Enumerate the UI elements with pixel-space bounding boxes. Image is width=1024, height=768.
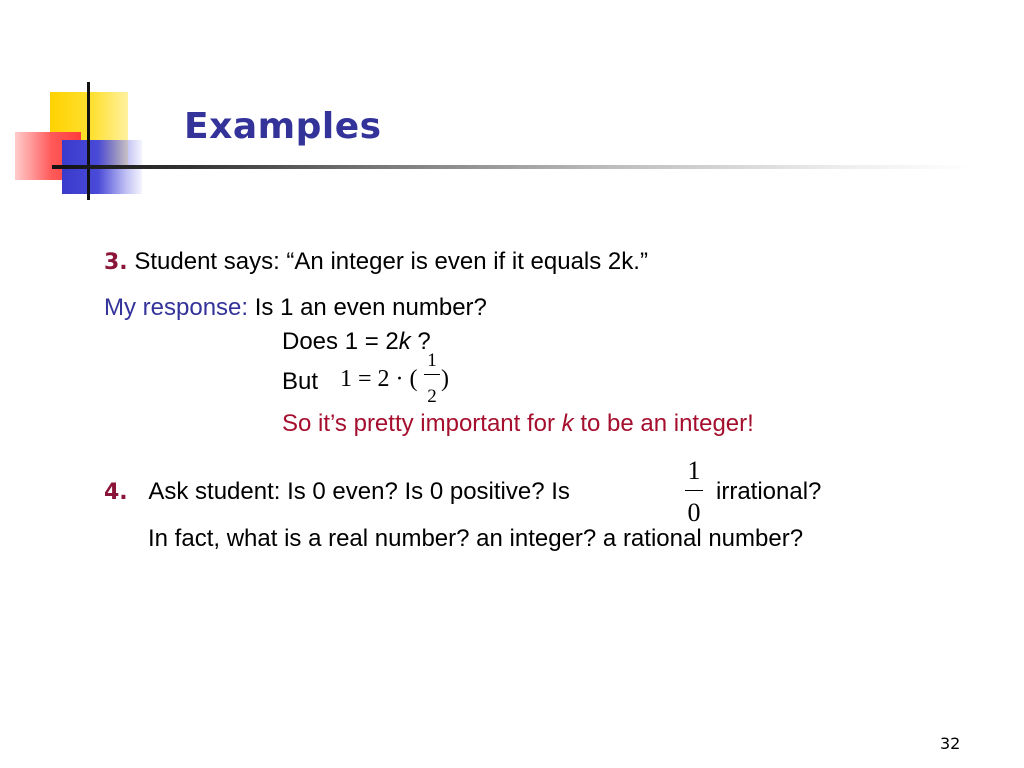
slide-title: Examples: [184, 106, 382, 147]
equation-denominator: 2: [427, 386, 437, 407]
irrational-text: irrational?: [716, 478, 822, 505]
conclusion-prefix: So it’s pretty important for: [282, 410, 562, 437]
fraction-numerator: 1: [687, 456, 701, 485]
item-3-text: Student says: “An integer is even if it equals 2k.”: [134, 248, 648, 275]
equation-fraction-bar: [424, 374, 440, 375]
conclusion-line: [282, 410, 754, 438]
fraction-bar: [685, 490, 703, 491]
item-4-line: [104, 478, 570, 506]
fraction-denominator: 0: [687, 498, 701, 527]
item-4-text: Ask student: Is 0 even? Is 0 positive? Is: [148, 478, 570, 505]
response-line: [104, 294, 487, 322]
item-4-number: 4.: [104, 480, 128, 505]
does-prefix: Does 1 = 2: [282, 328, 399, 355]
does-variable: k: [398, 328, 411, 355]
vertical-rule-decoration: [87, 82, 90, 200]
does-line: [282, 328, 431, 356]
title-underline-rule: [52, 165, 972, 169]
item-3-number: 3.: [104, 250, 128, 275]
equation-left: 1 = 2 · (: [340, 366, 418, 392]
response-question: Is 1 an even number?: [254, 294, 487, 321]
conclusion-variable: k: [561, 410, 574, 437]
equation-right: ): [441, 366, 449, 392]
does-suffix: ?: [410, 328, 431, 355]
page-number: 32: [940, 734, 961, 753]
item-4-followup: In fact, what is a real number? an integer? a rational number?: [148, 525, 804, 552]
item-3-line: [104, 248, 648, 276]
but-label: But: [282, 368, 319, 395]
response-label: My response:: [104, 294, 249, 321]
conclusion-suffix: to be an integer!: [573, 410, 754, 437]
equation-numerator: 1: [427, 350, 437, 371]
